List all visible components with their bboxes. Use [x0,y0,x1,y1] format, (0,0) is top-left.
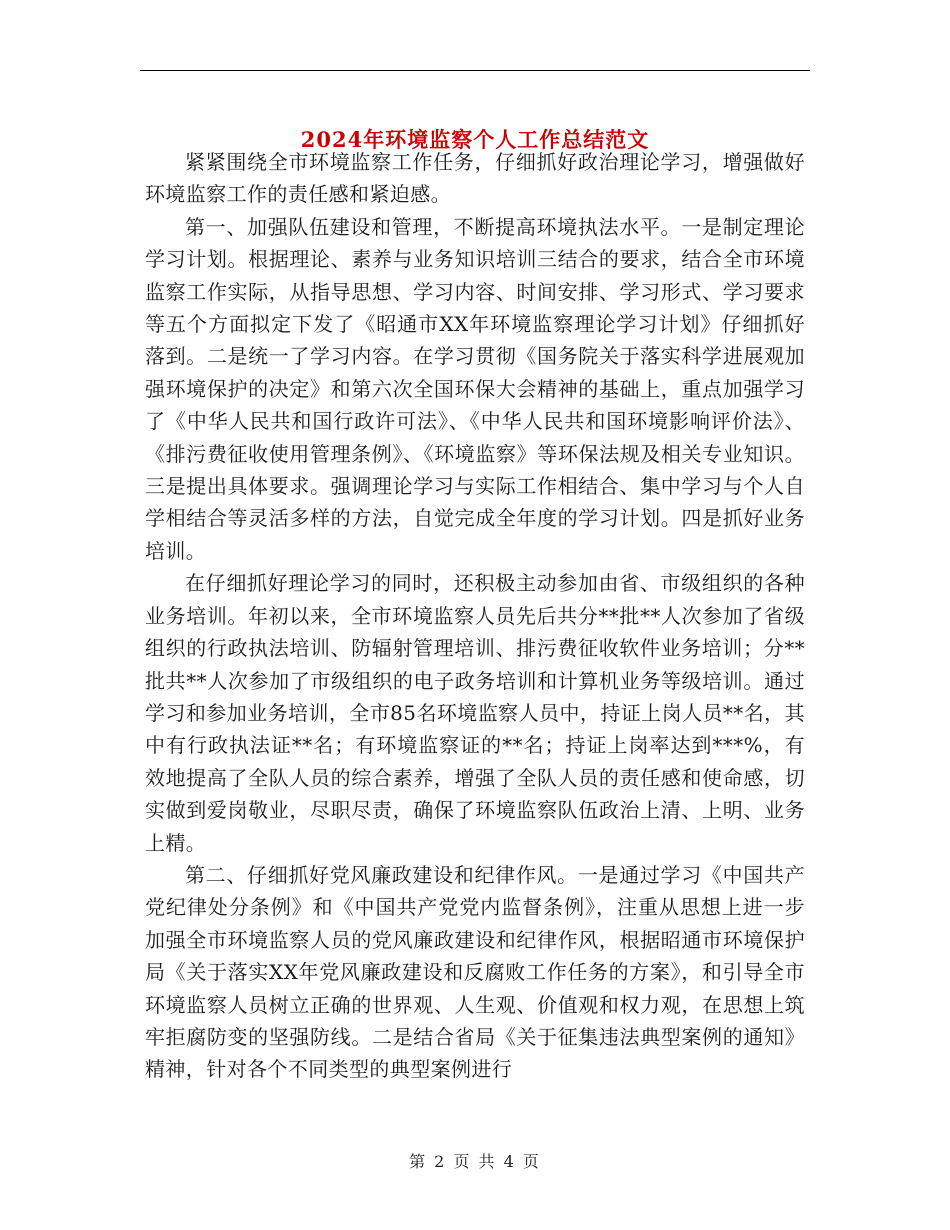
paragraph-section-one: 第一、加强队伍建设和管理，不断提高环境执法水平。一是制定理论学习计划。根据理论、素养与业务知识培训三结合的要求，结合全市环境监察工作实际，从指导思想、学习内容、时间安排、学习形式、学习要求等五个方面拟定下发了《昭通市XX年环境监察理论学习计划》仔细抓好落到。二是统一了学习内容。在学习贯彻《国务院关于落实科学进展观加强环境保护的决定》和第六次全国环保大会精神的基础上，重点加强学习了《中华人民共和国行政许可法》、《中华人民共和国环境影响评价法》、《排污费征收使用管理条例》、《环境监察》等环保法规及相关专业知识。三是提出具体要求。强调理论学习与实际工作相结合、集中学习与个人自学相结合等灵活多样的方法，自觉完成全年度的学习计划。四是抓好业务培训。 [145,214,805,563]
header-rule [140,70,810,71]
paragraph-section-two: 第二、仔细抓好党风廉政建设和纪律作风。一是通过学习《中国共产党纪律处分条例》和《中国共产党党内监督条例》，注重从思想上进一步加强全市环境监察人员的党风廉政建设和纪律作风，根据昭通市环境保护局《关于落实XX年党风廉政建设和反腐败工作任务的方案》，和引导全市环境监察人员树立正确的世界观、人生观、价值观和权力观，在思想上筑牢拒腐防变的坚强防线。二是结合省局《关于征集违法典型案例的通知》精神，针对各个不同类型的典型案例进行 [145,862,805,1082]
page-number: 第 2 页 共 4 页 [409,1152,541,1171]
paragraph-training: 在仔细抓好理论学习的同时，还积极主动参加由省、市级组织的各种业务培训。年初以来，全市环境监察人员先后共分**批**人次参加了省级组织的行政执法培训、防辐射管理培训、排污费征收软件业务培训；分**批共**人次参加了市级组织的电子政务培训和计算机业务等级培训。通过学习和参加业务培训，全市85名环境监察人员中，持证上岗人员**名，其中有行政执法证**名；有环境监察证的**名；持证上岗率达到***%，有效地提高了全队人员的综合素养，增强了全队人员的责任感和使命感，切实做到爱岗敬业，尽职尽责，确保了环境监察队伍政治上清、上明、业务上精。 [145,571,805,855]
document-title: 2024年环境监察个人工作总结范文 [300,127,650,153]
paragraph-intro: 紧紧围绕全市环境监察工作任务，仔细抓好政治理论学习，增强做好环境监察工作的责任感和紧迫感。 [145,150,805,207]
document-body [145,146,805,1086]
